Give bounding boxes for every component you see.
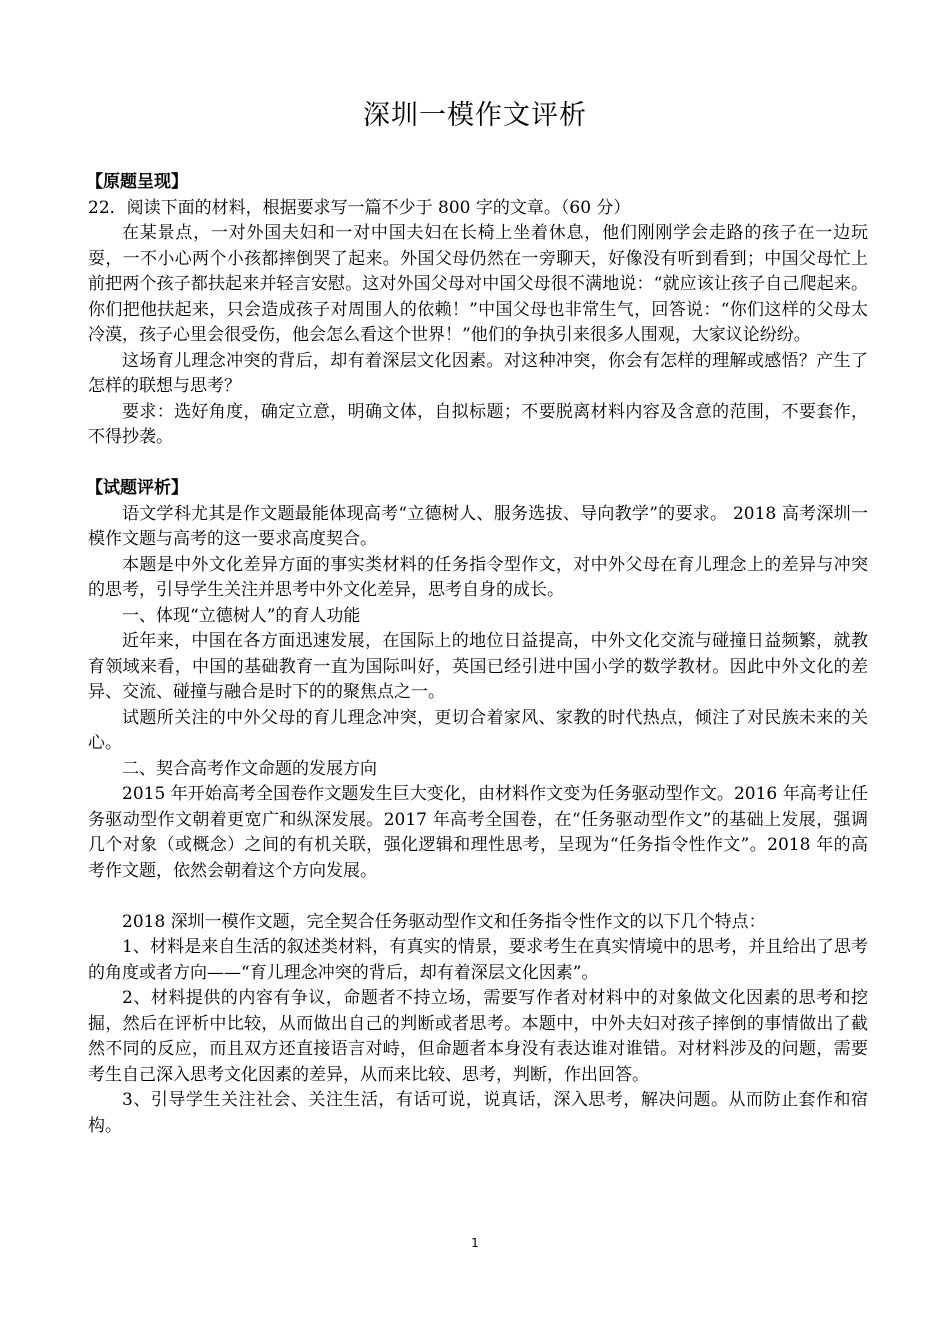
question-prompt: 22．阅读下面的材料，根据要求写一篇不少于 800 字的文章。（60 分） xyxy=(88,197,631,218)
analysis-paragraph: 语文学科尤其是作文题最能体现高考“立德树人、服务选拔、导向教学”的要求。 2018 高考深圳一模作文题与高考的这一要求高度契合。 xyxy=(88,503,868,549)
material-paragraph: 这场育儿理念冲突的背后，却有着深层文化因素。对这种冲突，你会有怎样的理解或感悟？产生了怎样的联想与思考？ xyxy=(88,350,868,396)
analysis-paragraph: 本题是中外文化差异方面的事实类材料的任务指令型作文，对中外父母在育儿理念上的差异与冲突的思考，引导学生关注并思考中外文化差异，思考自身的成长。 xyxy=(88,554,868,600)
page-number: 1 xyxy=(471,1236,479,1250)
analysis-paragraph: 近年来，中国在各方面迅速发展，在国际上的地位日益提高，中外文化交流与碰撞日益频繁，就教育领域来看，中国的基础教育一直为国际叫好，英国已经引进中国小学的数学教材。因此中外文化的差异、交流、碰撞与融合是时下的的聚焦点之一。 xyxy=(88,631,868,702)
document-body xyxy=(88,170,868,1139)
section-heading-original-question: 【原题呈现】 xyxy=(86,172,188,192)
analysis-paragraph: 2015 年开始高考全国卷作文题发生巨大变化，由材料作文变为任务驱动型作文。2016 年高考让任务驱动型作文朝着更宽广和纵深发展。2017 年高考全国卷，在“任务驱动型作文”的基础上发展，强调几个对象（或概念）之间的有机关联，强化逻辑和理性思考，呈现为“任务指令性作文”。2018 年的高考作文题，依然会朝着这个方向发展。 xyxy=(88,784,868,881)
document-title: 深圳一模作文评析 xyxy=(363,100,587,131)
feature-item: 2、材料提供的内容有争议，命题者不持立场，需要写作者对材料中的对象做文化因素的思考和挖掘，然后在评析中比较，从而做出自己的判断或者思考。本题中，中外夫妇对孩子摔倒的事情做出了截然不同的反应，而且双方还直接语言对峙，但命题者本身没有表达谁对谁错。对材料涉及的问题，需要考生自己深入思考文化因素的差异，从而来比较、思考，判断，作出回答。 xyxy=(88,988,868,1085)
analysis-paragraph: 试题所关注的中外父母的育儿理念冲突，更切合着家风、家教的时代热点，倾注了对民族未来的关心。 xyxy=(88,707,868,753)
analysis-subheading: 二、契合高考作文命题的发展方向 xyxy=(122,758,377,779)
analysis-subheading: 一、体现“立德树人”的育人功能 xyxy=(122,605,361,626)
section-spacer xyxy=(88,884,868,910)
material-paragraph: 在某景点，一对外国夫妇和一对中国夫妇在长椅上坐着休息，他们刚刚学会走路的孩子在一边玩耍，一不小心两个小孩都摔倒哭了起来。外国父母仍然在一旁聊天，好像没有听到看到；中国父母忙上前把两个孩子都扶起来并轻言安慰。这对外国父母对中国父母很不满地说：“就应该让孩子自己爬起来。你们把他扶起来，只会造成孩子对周围人的依赖！”中国父母也非常生气，回答说：“你们这样的父母太冷漠，孩子心里会很受伤，他会怎么看这个世界！”他们的争执引来很多人围观，大家议论纷纷。 xyxy=(88,223,868,345)
requirements-paragraph: 要求：选好角度，确定立意，明确文体，自拟标题；不要脱离材料内容及含意的范围，不要套作，不得抄袭。 xyxy=(88,401,868,447)
section-heading-analysis: 【试题评析】 xyxy=(86,478,188,498)
feature-item: 1、材料是来自生活的叙述类材料，有真实的情景，要求考生在真实情境中的思考，并且给出了思考的角度或者方向——“育儿理念冲突的背后，却有着深层文化因素”。 xyxy=(88,937,868,983)
feature-item: 3、引导学生关注社会、关注生活，有话可说，说真话，深入思考，解决问题。从而防止套作和宿构。 xyxy=(88,1090,868,1136)
section-spacer xyxy=(88,451,868,477)
features-intro-paragraph: 2018 深圳一模作文题，完全契合任务驱动型作文和任务指令性作文的以下几个特点： xyxy=(122,911,766,932)
